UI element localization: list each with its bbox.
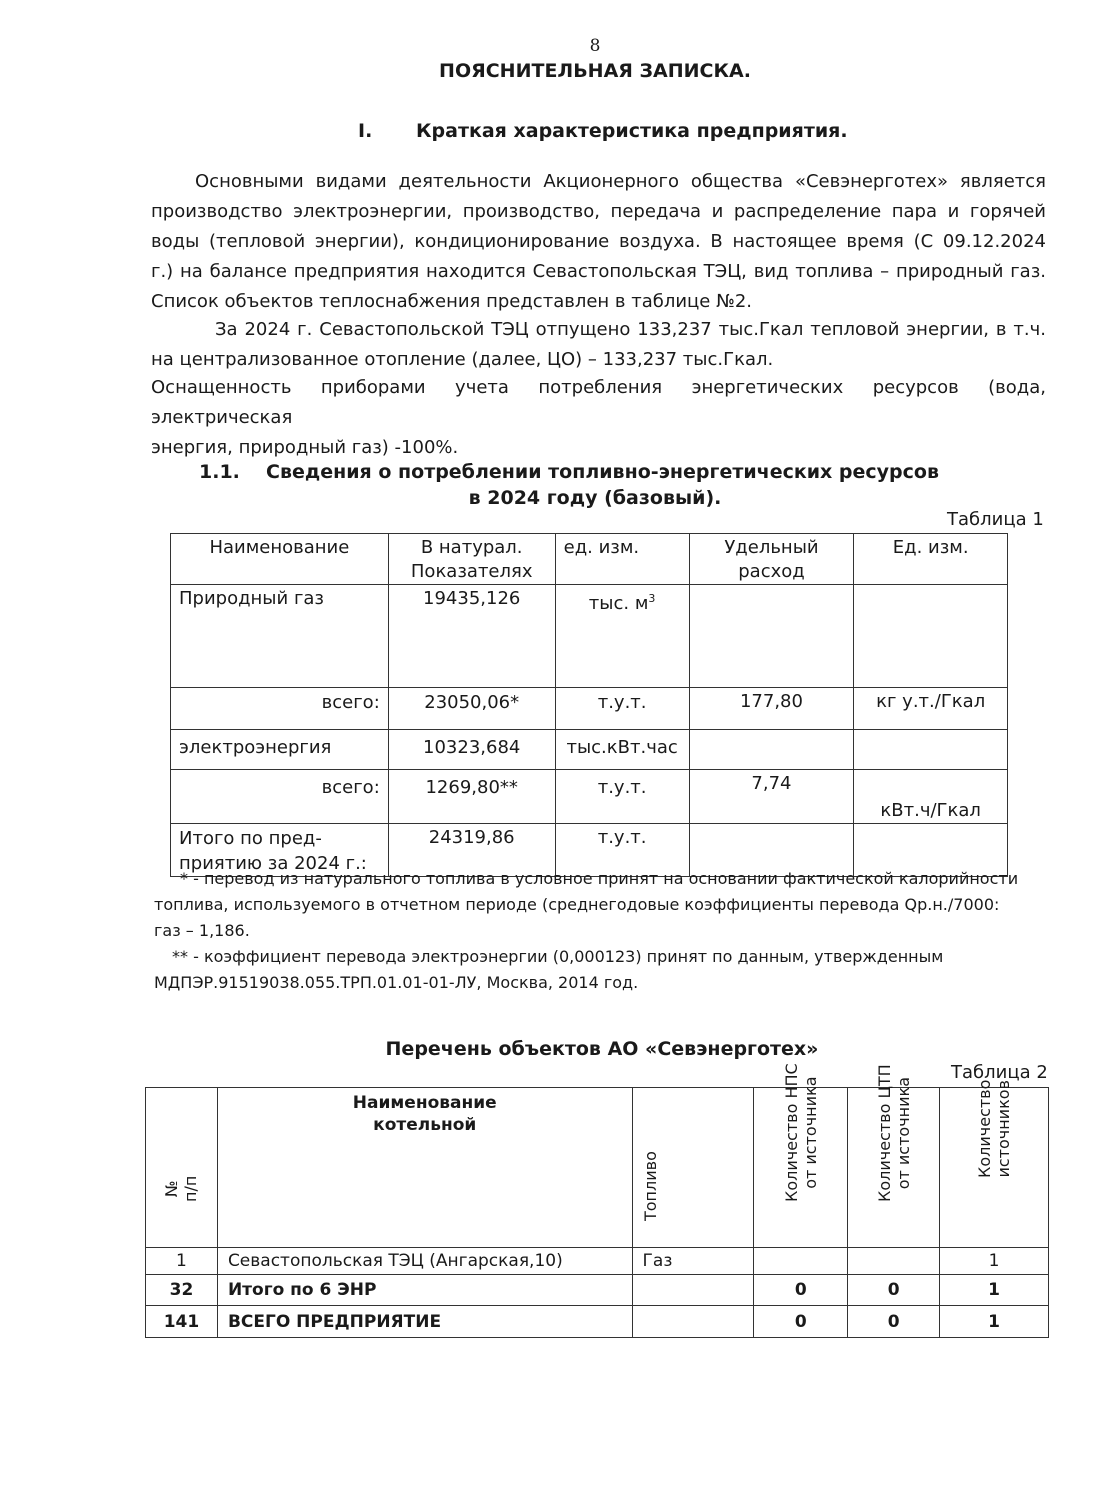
header-line: Количество ЦТП [874, 1064, 894, 1202]
cell-name: ВСЕГО ПРЕДПРИЯТИЕ [217, 1306, 632, 1338]
cell-specific [689, 730, 854, 770]
cell-nps: 0 [754, 1306, 848, 1338]
header-line: Наименование [352, 1093, 497, 1113]
cell-name: всего: [171, 770, 389, 824]
table-2-caption: Таблица 2 [951, 1062, 1048, 1083]
header-line: котельной [373, 1115, 477, 1135]
vertical-header [975, 1080, 1013, 1178]
cell-specific: 7,74 [689, 770, 854, 824]
cell-unit: тыс.кВт.час [555, 730, 689, 770]
paragraph-line: За 2024 г. Севастопольской ТЭЦ отпущено 133,237 тыс.Гкал тепловой энергии, в т.ч. [215, 319, 1046, 340]
paragraph-line: Оснащенность приборами учета потребления энергетических ресурсов (вода, электрическая [151, 377, 1046, 428]
cell-unit [555, 585, 689, 688]
cell-fuel [632, 1306, 754, 1338]
table-row [171, 730, 1008, 770]
header-name: Наименование [171, 534, 389, 585]
table-row [146, 1275, 1049, 1306]
section-title: Краткая характеристика предприятия. [416, 120, 848, 142]
table-header-row [146, 1088, 1049, 1248]
header-ctp-count [848, 1064, 940, 1248]
table-1-energy-consumption [170, 533, 1008, 877]
cell-value: 23050,06* [388, 688, 555, 730]
unit-superscript: 3 [648, 592, 656, 605]
paragraph-line: г.) на балансе предприятия находится Севастопольская ТЭЦ, вид топлива – природный газ. [151, 261, 1046, 282]
header-specific-unit: Ед. изм. [854, 534, 1008, 585]
header-boiler-name [217, 1088, 632, 1248]
vertical-header: Топливо [640, 1151, 660, 1221]
vertical-header [782, 1063, 820, 1202]
header-line: от источника [800, 1076, 820, 1189]
cell-sources: 1 [940, 1306, 1049, 1338]
footnote-1 [154, 866, 1049, 944]
header-line: Количество НПС [781, 1063, 801, 1202]
table-row [146, 1306, 1049, 1338]
paragraph-line: Основными видами деятельности Акционерного общества «Севэнерготех» является [195, 171, 1046, 192]
header-number [146, 1088, 218, 1248]
cell-name: Итого по 6 ЭНР [217, 1275, 632, 1306]
table-row [171, 770, 1008, 824]
paragraph-2 [151, 315, 1046, 375]
header-fuel [632, 1088, 754, 1248]
subsection-title-line-2: в 2024 году (базовый). [468, 487, 722, 509]
header-natural-value: В натурал. Показателях [388, 534, 555, 585]
cell-unit: т.у.т. [555, 688, 689, 730]
footnote-2 [154, 944, 1049, 996]
subsection-title: Сведения о потреблении топливно-энергетических ресурсов [266, 461, 939, 483]
paragraph-1 [151, 167, 1046, 317]
cell-number: 1 [146, 1248, 218, 1275]
footnote-line: МДПЭР.91519038.055.ТРП.01.01-01-ЛУ, Москва, 2014 год. [154, 973, 639, 992]
vertical-header [875, 1064, 913, 1202]
cell-sources: 1 [940, 1248, 1049, 1275]
cell-unit: т.у.т. [555, 824, 689, 877]
paragraph-line: энергия, природный газ) -100%. [151, 437, 459, 458]
cell-specific [689, 585, 854, 688]
cell-nps [754, 1248, 848, 1275]
table-row [171, 688, 1008, 730]
cell-value: 24319,86 [388, 824, 555, 877]
cell-ctp [848, 1248, 940, 1275]
header-nps-count [754, 1063, 848, 1248]
table-row [146, 1248, 1049, 1275]
cell-name: Природный газ [171, 585, 389, 688]
footnote-line: ** - коэффициент перевода электроэнергии (0,000123) принят по данным, утвержденным [172, 947, 944, 966]
section-number: I. [358, 120, 373, 142]
cell-name-line: Итого по пред- [179, 828, 322, 849]
table-1-caption: Таблица 1 [947, 509, 1044, 530]
header-specific: Удельный расход [689, 534, 854, 585]
paragraph-line: воды (тепловой энергии), кондиционирование воздуха. В настоящее время (С 09.12.2024 [151, 231, 1046, 252]
header-line: Количество [975, 1079, 995, 1178]
cell-specific-unit [854, 585, 1008, 688]
cell-nps: 0 [754, 1275, 848, 1306]
cell-fuel: Газ [632, 1248, 754, 1275]
cell-value: 10323,684 [388, 730, 555, 770]
paragraph-line: производство электроэнергии, производство, передача и распределение пара и горячей [151, 201, 1046, 222]
cell-ctp: 0 [848, 1275, 940, 1306]
cell-fuel [632, 1275, 754, 1306]
page-number: 8 [589, 36, 601, 56]
cell-specific-unit [854, 730, 1008, 770]
cell-value: 1269,80** [388, 770, 555, 824]
cell-sources: 1 [940, 1275, 1049, 1306]
header-line: № [162, 1180, 182, 1198]
table-header-row [171, 534, 1008, 585]
cell-specific-unit: кг у.т./Гкал [854, 688, 1008, 730]
cell-number: 141 [146, 1306, 218, 1338]
table-row [171, 585, 1008, 688]
unit-text: тыс. м [588, 593, 649, 614]
subsection-number: 1.1. [199, 461, 240, 483]
cell-name: Севастопольская ТЭЦ (Ангарская,10) [217, 1248, 632, 1275]
cell-specific-unit: кВт.ч/Гкал [854, 770, 1008, 824]
document-title: ПОЯСНИТЕЛЬНАЯ ЗАПИСКА. [439, 60, 751, 82]
paragraph-line: Список объектов теплоснабжения представлен в таблице №2. [151, 291, 752, 312]
footnote-line: газ – 1,186. [154, 921, 250, 940]
header-line: от источника [893, 1077, 913, 1190]
cell-unit: т.у.т. [555, 770, 689, 824]
cell-specific: 177,80 [689, 688, 854, 730]
cell-name: всего: [171, 688, 389, 730]
vertical-header [162, 1176, 200, 1202]
header-line: п/п [181, 1175, 201, 1202]
header-source-count [940, 1079, 1049, 1248]
cell-name-line: приятию за 2024 г.: [179, 853, 367, 874]
cell-ctp: 0 [848, 1306, 940, 1338]
table-2-title: Перечень объектов АО «Севэнерготех» [385, 1038, 819, 1060]
cell-name: электроэнергия [171, 730, 389, 770]
cell-number: 32 [146, 1275, 218, 1306]
cell-value: 19435,126 [388, 585, 555, 688]
footnote-line: * - перевод из натурального топлива в условное принят на основании фактической калорийности [180, 869, 1019, 888]
paragraph-line: на централизованное отопление (далее, ЦО) – 133,237 тыс.Гкал. [151, 349, 774, 370]
paragraph-3 [151, 373, 1046, 463]
header-unit: ед. изм. [555, 534, 689, 585]
header-line: источников [994, 1080, 1014, 1178]
footnote-line: топлива, используемого в отчетном периоде (среднегодовые коэффициенты перевода Qр.н./7000: [154, 895, 1000, 914]
